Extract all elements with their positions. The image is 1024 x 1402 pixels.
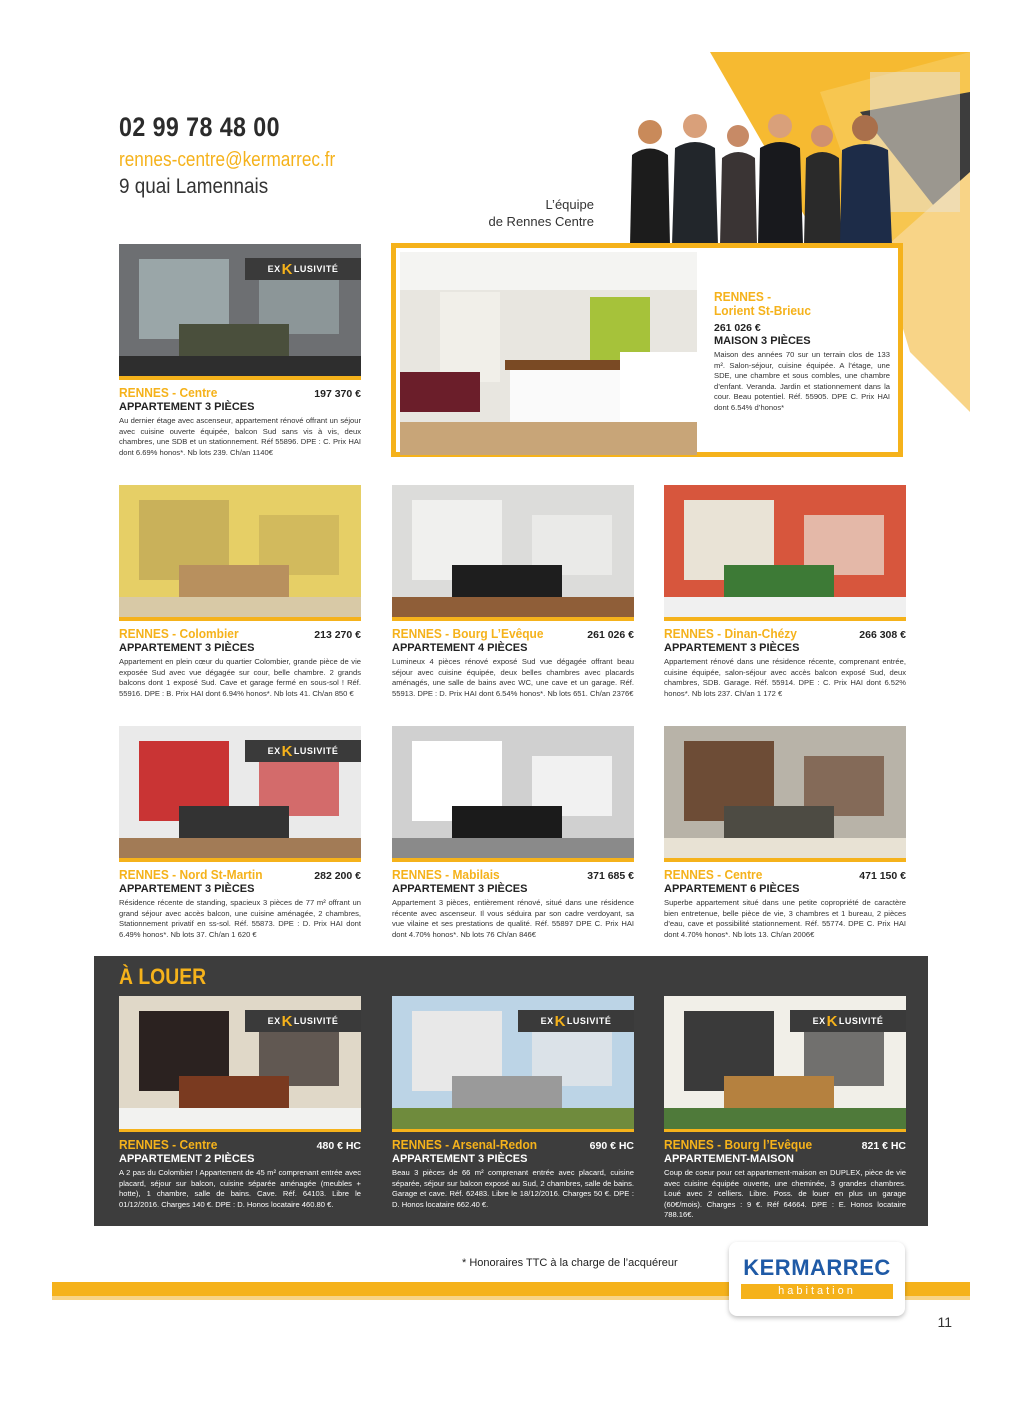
- listing-header: [119, 385, 361, 400]
- listing-type: APPARTEMENT 3 PIÈCES: [664, 642, 800, 654]
- listing-photo: [119, 244, 361, 380]
- featured-text: [714, 290, 890, 414]
- kermarrec-logo: [729, 1242, 905, 1316]
- agency-email[interactable]: rennes-centre@kermarrec.fr: [119, 149, 336, 171]
- listing-header: [392, 1137, 634, 1152]
- listing-card[interactable]: [119, 996, 361, 1210]
- listing-card[interactable]: [664, 996, 906, 1221]
- listing-city: RENNES - Arsenal-Redon: [392, 1137, 538, 1152]
- listing-price: 213 270 €: [314, 629, 361, 641]
- exclusive-badge: EX K LUSIVITÉ: [518, 1010, 634, 1032]
- agency-phone[interactable]: 02 99 78 48 00: [119, 112, 280, 142]
- exclusive-badge: EX K LUSIVITÉ: [245, 740, 361, 762]
- listing-description: Appartement en plein cœur du quartier Colombier, grande pièce de vie exposée Sud avec vue dégagée sur cour, belle chambre. 2 grands balcons dont 1 exposé Sud. Cave et garage fermé en sous-sol ! Réf. 55916. DPE : B. Prix HAI dont 6.94% honos*. Nb lots 41. Ch/an 850 €: [119, 657, 361, 698]
- team-caption: L’équipe de Rennes Centre: [488, 197, 594, 229]
- listing-card[interactable]: [119, 485, 361, 699]
- listing-type: APPARTEMENT 3 PIÈCES: [119, 883, 255, 895]
- listing-header: [119, 626, 361, 641]
- listing-photo: [119, 726, 361, 862]
- listing-type: APPARTEMENT 4 PIÈCES: [392, 642, 528, 654]
- page-number: 11: [937, 1314, 952, 1330]
- exclusive-badge: EX K LUSIVITÉ: [245, 258, 361, 280]
- listing-type: APPARTEMENT-MAISON: [664, 1153, 794, 1165]
- rentals-title: À LOUER: [119, 964, 207, 989]
- listing-photo: [392, 485, 634, 621]
- listing-description: Superbe appartement situé dans une petite copropriété de caractère bien entretenue, belle pièce de vie, 3 chambres et 1 bureau, 2 pièces d’eau, cave et possibilité stationnement. Réf. 55774. DPE C. Prix HAI dont 4.70% honos*. Nb lots 13. Ch/an 2006€: [664, 898, 906, 939]
- team-member-6: [840, 115, 892, 245]
- listing-price: 261 026 €: [587, 629, 634, 641]
- listing-header: [119, 1137, 361, 1152]
- featured-description: Maison des années 70 sur un terrain clos de 133 m². Salon-séjour, cuisine équipée. A l’étage, une SDE, une chambre et sous combles, une chambre d’enfant. Veranda. Jardin et stationnement dans la cour. Beau potentiel. Réf. 55905. DPE C. Prix HAI dont 6.54% d’honos*: [714, 350, 890, 412]
- listing-price: 480 € HC: [316, 1140, 361, 1152]
- listing-description: A 2 pas du Colombier ! Appartement de 45 m² comprenant entrée avec placard, séjour sur balcon, cuisine séparée aménagée (meubles + hotte), 1 chambre, salle de bains. Cave. Réf. 64103. Libre le 01/12/2016. Charges 140 €. DPE : D. Honos locataire 460.80 €.: [119, 1168, 361, 1209]
- listing-card[interactable]: [119, 244, 361, 458]
- team-member-2: [672, 114, 718, 245]
- logo-subtitle: habitation: [741, 1284, 893, 1299]
- listing-card[interactable]: [664, 726, 906, 940]
- listing-description: Beau 3 pièces de 66 m² comprenant entrée avec placard, cuisine séparée, séjour sur balcon exposé au Sud, 2 chambres, salle de bains. Garage et cave. Réf. 62483. Libre le 18/12/2016. Charges 50 €. DPE : D. Honos locataire 662.40 €.: [392, 1168, 634, 1209]
- listing-type: APPARTEMENT 6 PIÈCES: [664, 883, 800, 895]
- listing-city: RENNES - Dinan-Chézy: [664, 626, 797, 641]
- listing-header: [392, 626, 634, 641]
- listing-card[interactable]: [392, 996, 634, 1210]
- listing-photo: [392, 996, 634, 1132]
- featured-listing[interactable]: [391, 243, 903, 457]
- listing-header: [664, 1137, 906, 1152]
- listing-price: 282 200 €: [314, 870, 361, 882]
- fees-footnote: * Honoraires TTC à la charge de l’acquéreur: [462, 1257, 678, 1269]
- listing-description: Appartement rénové dans une résidence récente, comprenant entrée, cuisine équipée, salon-séjour avec accès balcon exposé Sud, deux chambres, SDB. Garage. Réf. 55914. DPE : C. Prix HAI dont 6.52% honos*. Nb lots 237. Ch/an 1 172 €: [664, 657, 906, 698]
- featured-type: MAISON 3 PIÈCES: [714, 335, 811, 347]
- listing-header: [392, 867, 634, 882]
- exclusive-badge: EX K LUSIVITÉ: [790, 1010, 906, 1032]
- team-member-5: [804, 125, 841, 245]
- featured-price: 261 026 €: [714, 322, 761, 334]
- listing-header: [119, 867, 361, 882]
- listing-city: RENNES - Nord St-Martin: [119, 867, 263, 882]
- listing-city: RENNES - Centre: [664, 867, 763, 882]
- rentals-section: [94, 956, 928, 1226]
- listing-header: [664, 867, 906, 882]
- listing-photo: [119, 996, 361, 1132]
- listing-description: Résidence récente de standing, spacieux 3 pièces de 77 m² offrant un grand séjour avec accès balcon, une cuisine aménagée, 2 chambres, Stationnement privatif en ss-sol. Réf. 55873. DPE : D. Prix HAI dont 6.49% honos*. Nb lots 37. Ch/an 1 620 €: [119, 898, 361, 939]
- listing-photo: [664, 485, 906, 621]
- logo-word: KERMARREC: [743, 1255, 891, 1280]
- listing-description: Coup de coeur pour cet appartement-maison en DUPLEX, pièce de vie avec cuisine équipée ouverte, une cheminée, 3 grandes chambres. Loué avec 2 celliers. Libre. Poss. de louer en plus un garage (60€/mois). Charges : 9 €. Réf 64664. DPE : E. Honos locataire 788.16€.: [664, 1168, 906, 1220]
- listing-type: APPARTEMENT 3 PIÈCES: [119, 642, 255, 654]
- listing-description: Au dernier étage avec ascenseur, appartement rénové offrant un séjour avec cuisine ouverte équipée, balcon Sud sans vis à vis, deux chambres, une SDB et un stationnement. Réf 55896. DPE : C. Prix HAI dont 6.69% honos*. Nb lots 239. Ch/an 1140€: [119, 416, 361, 457]
- agency-contact: [119, 112, 370, 199]
- team-member-1: [630, 120, 670, 245]
- listing-photo: [664, 726, 906, 862]
- listing-price: 371 685 €: [587, 870, 634, 882]
- team-member-4: [758, 114, 803, 245]
- listing-city: RENNES - Bourg l’Evêque: [664, 1137, 813, 1152]
- listing-card[interactable]: [664, 485, 906, 699]
- listing-type: APPARTEMENT 3 PIÈCES: [392, 883, 528, 895]
- listing-price: 197 370 €: [314, 388, 361, 400]
- listing-photo: [392, 726, 634, 862]
- listing-price: 266 308 €: [859, 629, 906, 641]
- listing-photo: [664, 996, 906, 1132]
- listing-price: 690 € HC: [589, 1140, 634, 1152]
- featured-photo: [400, 252, 697, 455]
- listing-type: APPARTEMENT 3 PIÈCES: [392, 1153, 528, 1165]
- team-member-3: [720, 125, 757, 245]
- listing-photo: [119, 485, 361, 621]
- listing-card[interactable]: [119, 726, 361, 940]
- listing-type: APPARTEMENT 3 PIÈCES: [119, 401, 255, 413]
- listing-price: 471 150 €: [859, 870, 906, 882]
- listing-header: [664, 626, 906, 641]
- listing-description: Lumineux 4 pièces rénové exposé Sud vue dégagée offrant beau séjour avec cuisine équipée, deux belles chambres avec placards aménagés, une salle de bains avec WC, une cave et un garage. Réf. 55913. DPE : D. Prix HAI dont 6.54% honos*. Nb lots 651. Ch/an 2376€: [392, 657, 634, 698]
- featured-city: RENNES - Lorient St-Brieuc: [714, 289, 812, 318]
- listing-city: RENNES - Centre: [119, 1137, 218, 1152]
- listing-city: RENNES - Mabilais: [392, 867, 500, 882]
- listing-type: APPARTEMENT 2 PIÈCES: [119, 1153, 255, 1165]
- listing-card[interactable]: [392, 485, 634, 699]
- listing-price: 821 € HC: [861, 1140, 906, 1152]
- team-photo: [610, 100, 910, 245]
- listing-card[interactable]: [392, 726, 634, 940]
- listing-city: RENNES - Bourg L’Evêque: [392, 626, 544, 641]
- listing-city: RENNES - Centre: [119, 385, 218, 400]
- agency-address: 9 quai Lamennais: [119, 175, 269, 198]
- exclusive-badge: EX K LUSIVITÉ: [245, 1010, 361, 1032]
- listing-city: RENNES - Colombier: [119, 626, 239, 641]
- listing-description: Appartement 3 pièces, entièrement rénové, situé dans une résidence récente avec ascenseur. Il vous séduira par son cadre verdoyant, sa vue vilaine et ses prestations de qualité. Réf. 55897 DPE C. Prix HAI dont 4.70% honos*. Nb lots 76 Ch/an 846€: [392, 898, 634, 939]
